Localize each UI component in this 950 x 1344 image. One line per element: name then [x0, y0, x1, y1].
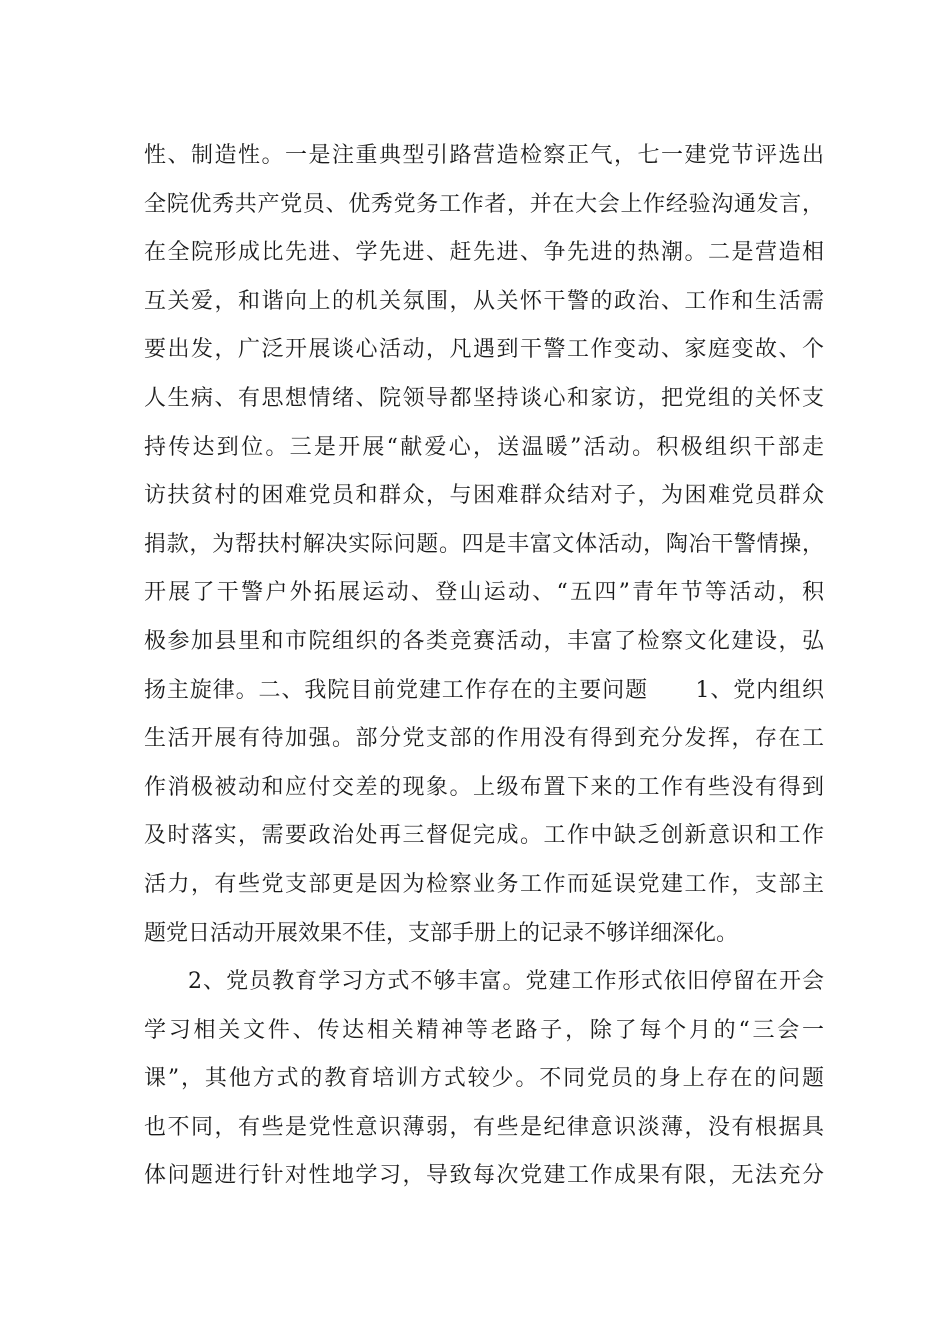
- text-line: 2、党员教育学习方式不够丰富。党建工作形式依旧停留在开会: [188, 969, 824, 995]
- text-line: 访扶贫村的困难党员和群众，与困难群众结对子，为困难党员群众: [144, 483, 824, 509]
- text-line: 人生病、有思想情绪、院领导都坚持谈心和家访，把党组的关怀支: [144, 385, 824, 411]
- text-line: 及时落实，需要政治处再三督促完成。工作中缺乏创新意识和工作: [144, 823, 824, 849]
- text-line: 也不同，有些是党性意识薄弱，有些是纪律意识淡薄，没有根据具: [144, 1114, 824, 1140]
- text-line: 扬主旋律。二、我院目前党建工作存在的主要问题 1、党内组织: [144, 677, 824, 703]
- text-line: 课”，其他方式的教育培训方式较少。不同党员的身上存在的问题: [144, 1066, 824, 1092]
- text-line: 全院优秀共产党员、优秀党务工作者，并在大会上作经验沟通发言，: [144, 191, 824, 217]
- text-line: 持传达到位。三是开展“献爱心，送温暖”活动。积极组织干部走: [144, 434, 824, 460]
- text-line: 捐款，为帮扶村解决实际问题。四是丰富文体活动，陶冶干警情操，: [144, 531, 824, 557]
- text-line: 极参加县里和市院组织的各类竞赛活动，丰富了检察文化建设，弘: [144, 628, 824, 654]
- text-line: 活力，有些党支部更是因为检察业务工作而延误党建工作，支部主: [144, 871, 824, 897]
- text-line: 题党日活动开展效果不佳，支部手册上的记录不够详细深化。: [144, 920, 739, 946]
- text-line: 在全院形成比先进、学先进、赶先进、争先进的热潮。二是营造相: [144, 240, 824, 266]
- text-line: 开展了干警户外拓展运动、登山运动、“五四”青年节等活动，积: [144, 580, 824, 606]
- text-line: 要出发，广泛开展谈心活动，凡遇到干警工作变动、家庭变故、个: [144, 337, 824, 363]
- text-line: 体问题进行针对性地学习，导致每次党建工作成果有限，无法充分: [144, 1163, 824, 1189]
- text-line: 性、制造性。一是注重典型引路营造检察正气，七一建党节评选出: [144, 143, 824, 168]
- text-line: 互关爱，和谐向上的机关氛围，从关怀干警的政治、工作和生活需: [144, 288, 824, 314]
- text-line: 生活开展有待加强。部分党支部的作用没有得到充分发挥，存在工: [144, 726, 824, 752]
- text-line: 学习相关文件、传达相关精神等老路子，除了每个月的“三会一: [144, 1017, 824, 1043]
- text-line: 作消极被动和应付交差的现象。上级布置下来的工作有些没有得到: [144, 774, 824, 800]
- document-body: [144, 132, 824, 1201]
